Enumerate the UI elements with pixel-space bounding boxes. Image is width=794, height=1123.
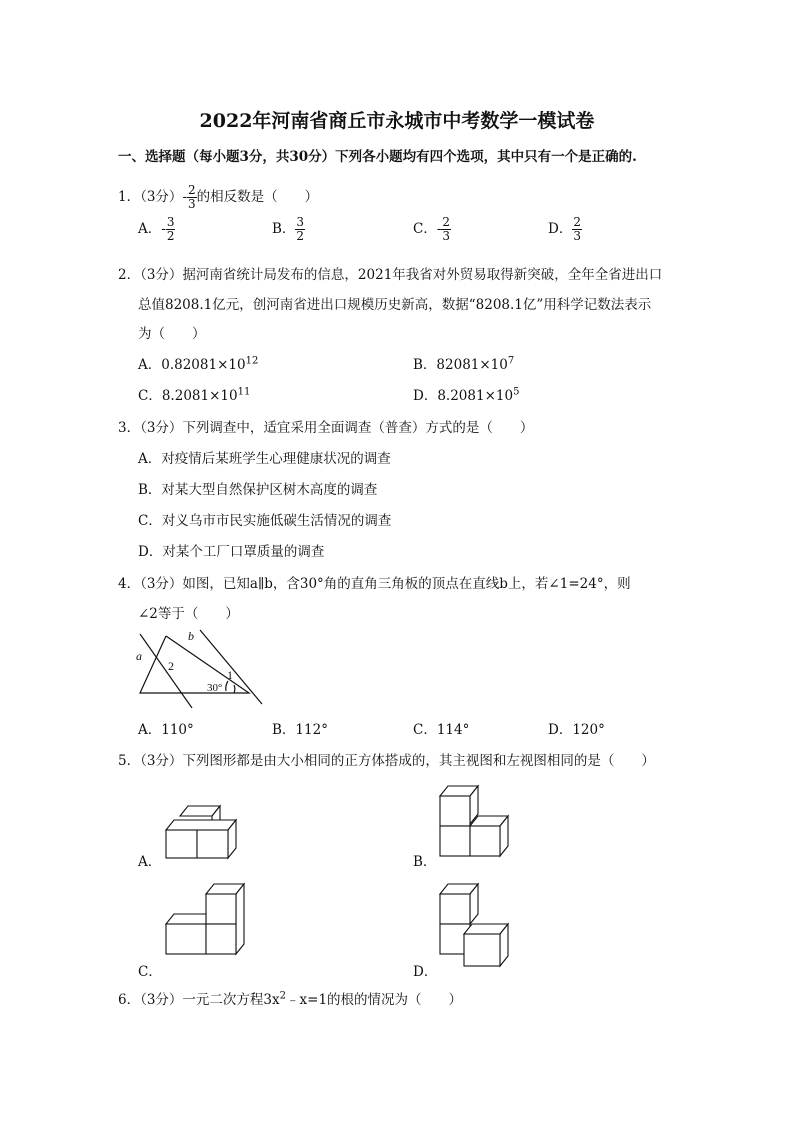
minus-sign: - (182, 189, 187, 205)
q1-option-b[interactable] (272, 216, 305, 243)
fraction (295, 216, 305, 243)
question-2-line-3: 为（ ） (138, 326, 206, 342)
numerator: 2 (442, 215, 451, 229)
denominator: 3 (442, 229, 451, 243)
label-b: b (188, 629, 194, 643)
question-text-post: ﹣x=1的根的情况为（ ） (286, 992, 463, 1008)
cube-figure-c (160, 880, 256, 972)
q1-option-a[interactable] (138, 216, 175, 243)
option-base: 8.2081×10 (437, 388, 514, 404)
label-angle-1: 1 (227, 668, 233, 682)
option-label: D． (548, 221, 573, 237)
cube-front-top (440, 796, 470, 826)
question-1 (118, 184, 318, 211)
q4-option-a[interactable]: A．110° (138, 722, 194, 738)
q2-option-a[interactable] (138, 353, 258, 373)
q2-option-d[interactable] (413, 384, 519, 404)
minus-sign: - (436, 221, 442, 237)
q2-option-b[interactable] (413, 353, 514, 373)
section-heading: 一、选择题（每小题3分，共30分）下列各小题均有四个选项，其中只有一个是正确的. (118, 149, 637, 165)
q5-option-d[interactable]: D． (413, 964, 438, 980)
q1-option-c[interactable] (413, 216, 451, 243)
option-label: C． (138, 388, 162, 404)
numerator: 2 (188, 183, 196, 197)
fraction (572, 216, 582, 243)
triangle-parallel-lines-figure (130, 622, 270, 708)
line-a (140, 634, 192, 708)
question-number: 1．（3分） (118, 189, 183, 205)
q4-option-b[interactable]: B．112° (272, 722, 328, 738)
q1-option-d[interactable] (548, 216, 582, 243)
numerator: 3 (166, 215, 175, 229)
cube-side (236, 884, 244, 954)
option-label: B． (272, 221, 296, 237)
fraction (441, 216, 451, 243)
page-title: 2022年河南省商丘市永城市中考数学一模试卷 (199, 110, 595, 132)
question-3: 3．（3分）下列调查中，适宜采用全面调查（普查）方式的是（ ） (118, 420, 534, 436)
option-label: A． (138, 221, 162, 237)
label-30-degrees: 30° (207, 682, 223, 694)
fraction (187, 184, 197, 211)
question-4-line-2: ∠2等于（ ） (138, 606, 239, 622)
exponent: 5 (513, 386, 520, 398)
q4-option-c[interactable]: C．114° (413, 722, 470, 738)
q3-option-c[interactable]: C．对义乌市市民实施低碳生活情况的调查 (138, 513, 392, 529)
q5-option-c[interactable]: C． (138, 964, 162, 980)
cube-figure-b (434, 782, 524, 862)
q5-option-a[interactable]: A． (138, 854, 162, 870)
label-angle-2: 2 (168, 659, 174, 673)
denominator: 3 (188, 197, 196, 211)
option-base: 82081×10 (436, 357, 508, 373)
q3-option-d[interactable]: D．对某个工厂口罩质量的调查 (138, 544, 325, 560)
denominator: 3 (573, 229, 581, 243)
question-5: 5．（3分）下列图形都是由大小相同的正方体搭成的，其主视图和左视图相同的是（ ） (118, 753, 655, 769)
q3-option-a[interactable]: A．对疫情后某班学生心理健康状况的调查 (138, 451, 391, 467)
cube-top (166, 820, 236, 830)
option-label: A． (138, 357, 162, 373)
cube-front-upper (206, 894, 236, 924)
option-base: 8.2081×10 (161, 388, 238, 404)
angle-1-arc (234, 685, 235, 693)
set-square-triangle (140, 636, 249, 693)
cube-front-lower (206, 924, 236, 954)
cube-figure-d (434, 880, 524, 972)
question-4-line-1: 4．（3分）如图，已知a∥b，含30°角的直角三角板的顶点在直线b上，若∠1=24°，则 (118, 576, 631, 592)
question-2-line-2: 总值8208.1亿元，创河南省进出口规模历史新高，数据“8208.1亿”用科学记数法表示 (138, 297, 652, 313)
numerator: 2 (573, 215, 581, 229)
question-text: 的相反数是（ ） (196, 189, 319, 205)
option-label: C． (413, 221, 437, 237)
denominator: 2 (296, 229, 305, 243)
question-2-line-1: 2．（3分）据河南省统计局发布的信息，2021年我省对外贸易取得新突破，全年全省进出口 (118, 267, 663, 283)
cube-front-bottom-right (470, 826, 500, 856)
option-label: D． (413, 388, 438, 404)
exponent: 11 (237, 386, 251, 398)
angle-30-arc (226, 681, 228, 691)
q3-option-b[interactable]: B．对某大型自然保护区树木高度的调查 (138, 482, 378, 498)
cube-front-right (197, 830, 228, 858)
question-6 (118, 988, 462, 1008)
option-base: 0.82081×10 (161, 357, 246, 373)
exponent: 12 (245, 355, 259, 367)
cube-front-lower-right (464, 934, 500, 966)
q5-option-b[interactable]: B． (413, 854, 437, 870)
q4-option-d[interactable]: D．120° (548, 722, 605, 738)
exponent: 2 (279, 990, 287, 1002)
minus-sign: - (161, 221, 166, 237)
q2-option-c[interactable] (138, 384, 250, 404)
label-a: a (136, 649, 142, 663)
numerator: 3 (296, 215, 305, 229)
question-text-pre: 6．（3分）一元二次方程3x (118, 992, 280, 1008)
option-label: B． (413, 357, 437, 373)
fraction (166, 216, 176, 243)
cube-front-left (166, 924, 206, 954)
cube-figure-a (160, 800, 246, 862)
exponent: 7 (507, 355, 515, 367)
cube-top-left (166, 914, 206, 924)
cube-front-bottom-left (440, 826, 470, 856)
cube-front-left (166, 830, 197, 858)
denominator: 2 (166, 229, 175, 243)
cube-front-upper (440, 894, 470, 924)
